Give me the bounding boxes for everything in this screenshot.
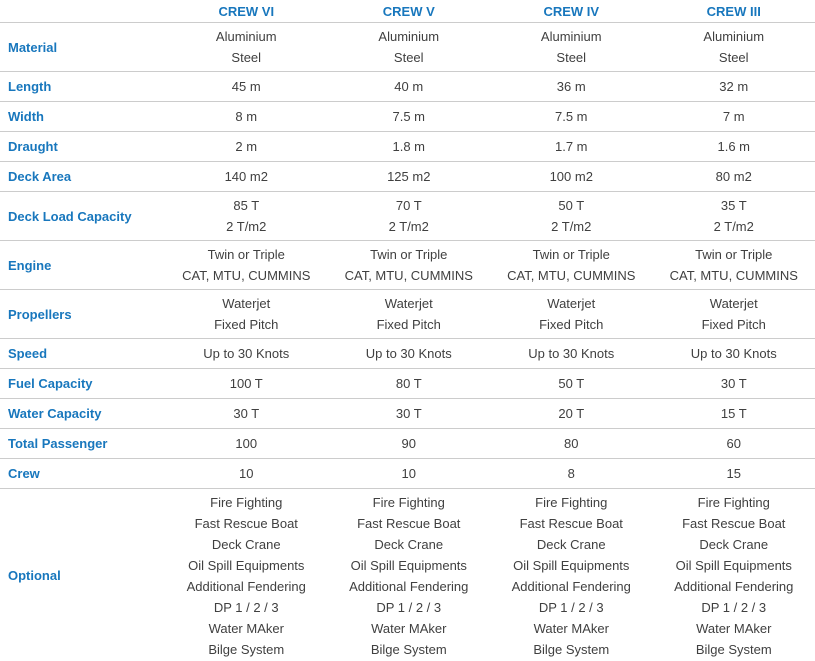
cell-line: Fixed Pitch [376, 317, 441, 332]
cell-line: Twin or Triple [370, 247, 448, 262]
cell-line: 10 [239, 466, 254, 481]
cell-line: 15 [726, 466, 741, 481]
cell-line: 100 T [229, 376, 263, 391]
cell-crew-crew-iii [653, 463, 815, 484]
cell-material-crew-v [328, 26, 491, 68]
spec-row-water-capacity [0, 399, 815, 429]
cell-line: Up to 30 Knots [203, 346, 290, 361]
cell-fuel-capacity-crew-vi [165, 373, 328, 394]
cell-line: Fixed Pitch [214, 317, 279, 332]
cell-speed-crew-iv [490, 343, 653, 364]
cell-line: 70 T [395, 198, 422, 213]
spec-row-deck-load-capacity [0, 192, 815, 241]
cell-line: 2 m [235, 139, 258, 154]
cell-propellers-crew-v [328, 293, 491, 335]
cell-line: Bilge System [370, 641, 447, 657]
cell-deck-load-capacity-crew-vi [165, 195, 328, 237]
cell-deck-area-crew-vi [165, 166, 328, 187]
cell-line: 2 T/m2 [388, 219, 429, 234]
cell-width-crew-v [328, 106, 491, 127]
cell-line: 36 m [556, 79, 586, 94]
cell-water-capacity-crew-iv [490, 403, 653, 424]
cell-line: Deck Crane [374, 536, 444, 552]
cell-width-crew-iii [653, 106, 815, 127]
column-header-crew-iii: CREW III [706, 3, 761, 19]
row-label-draught: Draught [8, 139, 58, 154]
cell-draught-crew-vi [165, 136, 328, 157]
cell-line: DP 1 / 2 / 3 [701, 599, 767, 615]
row-label-length: Length [8, 79, 52, 94]
spec-row-deck-area [0, 162, 815, 192]
cell-line: 80 [564, 436, 579, 451]
row-label-material: Material [8, 39, 58, 55]
cell-line: 60 [726, 436, 741, 451]
cell-line: 1.8 m [392, 139, 425, 154]
cell-width-crew-vi [165, 106, 328, 127]
cell-line: 80 m2 [715, 169, 752, 184]
cell-line: Additional Fendering [186, 578, 306, 594]
cell-line: Aluminium [215, 29, 277, 44]
cell-fuel-capacity-crew-iii [653, 373, 815, 394]
cell-line: 2 T/m2 [551, 219, 592, 234]
cell-line: 2 T/m2 [713, 219, 754, 234]
cell-line: Fast Rescue Boat [682, 515, 786, 531]
cell-line: Steel [393, 50, 424, 65]
cell-line: 35 T [720, 198, 747, 213]
cell-engine-crew-vi [165, 244, 328, 286]
cell-crew-crew-vi [165, 463, 328, 484]
spec-row-material [0, 23, 815, 72]
cell-line: Fire Fighting [372, 494, 445, 510]
cell-material-crew-iv [490, 26, 653, 68]
cell-line: Oil Spill Equipments [350, 557, 467, 573]
cell-line: Fixed Pitch [539, 317, 604, 332]
cell-line: 8 [567, 466, 575, 481]
cell-draught-crew-v [328, 136, 491, 157]
cell-line: 40 m [394, 79, 424, 94]
cell-length-crew-iv [490, 76, 653, 97]
cell-fuel-capacity-crew-v [328, 373, 491, 394]
cell-line: Up to 30 Knots [528, 346, 615, 361]
cell-line: 125 m2 [387, 169, 431, 184]
cell-material-crew-vi [165, 26, 328, 68]
spec-row-crew [0, 459, 815, 489]
cell-line: Fast Rescue Boat [194, 515, 298, 531]
row-label-deck-load-capacity: Deck Load Capacity [8, 208, 132, 224]
cell-line: Waterjet [547, 296, 596, 311]
cell-line: 30 T [395, 406, 422, 421]
cell-line: 80 T [395, 376, 422, 391]
cell-deck-load-capacity-crew-v [328, 195, 491, 237]
cell-deck-area-crew-iii [653, 166, 815, 187]
cell-propellers-crew-iv [490, 293, 653, 335]
cell-line: Bilge System [208, 641, 285, 657]
header-row [0, 0, 815, 23]
row-label-speed: Speed [8, 346, 48, 361]
cell-line: 45 m [231, 79, 261, 94]
spec-table-body [0, 23, 815, 661]
cell-line: 8 m [235, 109, 258, 124]
cell-propellers-crew-vi [165, 293, 328, 335]
cell-water-capacity-crew-v [328, 403, 491, 424]
cell-line: Up to 30 Knots [365, 346, 452, 361]
cell-material-crew-iii [653, 26, 815, 68]
cell-line: Fast Rescue Boat [519, 515, 623, 531]
cell-line: Twin or Triple [695, 247, 773, 262]
cell-total-passenger-crew-iii [653, 433, 815, 454]
cell-line: Up to 30 Knots [690, 346, 777, 361]
cell-crew-crew-iv [490, 463, 653, 484]
cell-line: Twin or Triple [532, 247, 610, 262]
cell-line: Waterjet [709, 296, 758, 311]
cell-line: Fixed Pitch [701, 317, 766, 332]
cell-optional-crew-iii [653, 492, 815, 660]
cell-line: Twin or Triple [207, 247, 285, 262]
cell-line: CAT, MTU, CUMMINS [507, 268, 636, 283]
cell-engine-crew-iv [490, 244, 653, 286]
cell-line: Steel [718, 50, 749, 65]
cell-line: 7.5 m [392, 109, 425, 124]
spec-row-propellers [0, 290, 815, 339]
row-label-deck-area: Deck Area [8, 169, 72, 184]
cell-total-passenger-crew-iv [490, 433, 653, 454]
cell-line: 30 T [233, 406, 260, 421]
cell-total-passenger-crew-vi [165, 433, 328, 454]
cell-line: 32 m [719, 79, 749, 94]
cell-line: Deck Crane [211, 536, 281, 552]
column-header-crew-iv: CREW IV [543, 3, 600, 19]
spec-row-speed [0, 339, 815, 369]
cell-line: 100 [235, 436, 258, 451]
row-label-fuel-capacity: Fuel Capacity [8, 376, 93, 391]
cell-line: DP 1 / 2 / 3 [213, 599, 279, 615]
cell-length-crew-vi [165, 76, 328, 97]
column-header-crew-vi: CREW VI [218, 3, 275, 19]
cell-line: Waterjet [222, 296, 271, 311]
cell-water-capacity-crew-iii [653, 403, 815, 424]
cell-line: Steel [556, 50, 587, 65]
cell-line: Additional Fendering [674, 578, 794, 594]
column-header-crew-v: CREW V [382, 3, 435, 19]
cell-propellers-crew-iii [653, 293, 815, 335]
cell-line: Deck Crane [699, 536, 769, 552]
cell-line: Additional Fendering [511, 578, 631, 594]
cell-draught-crew-iv [490, 136, 653, 157]
cell-line: 1.6 m [717, 139, 750, 154]
cell-optional-crew-iv [490, 492, 653, 660]
cell-total-passenger-crew-v [328, 433, 491, 454]
cell-line: Aluminium [378, 29, 440, 44]
cell-line: CAT, MTU, CUMMINS [182, 268, 311, 283]
row-label-total-passenger: Total Passenger [8, 436, 108, 451]
cell-line: 90 [401, 436, 416, 451]
cell-optional-crew-vi [165, 492, 328, 660]
cell-line: Steel [231, 50, 262, 65]
spec-row-fuel-capacity [0, 369, 815, 399]
cell-line: CAT, MTU, CUMMINS [344, 268, 473, 283]
cell-line: 140 m2 [224, 169, 268, 184]
spec-row-draught [0, 132, 815, 162]
cell-line: 7.5 m [554, 109, 588, 124]
cell-line: DP 1 / 2 / 3 [538, 599, 604, 615]
cell-crew-crew-v [328, 463, 491, 484]
cell-deck-load-capacity-crew-iii [653, 195, 815, 237]
cell-speed-crew-v [328, 343, 491, 364]
cell-line: 50 T [558, 198, 585, 213]
cell-length-crew-v [328, 76, 491, 97]
cell-deck-load-capacity-crew-iv [490, 195, 653, 237]
cell-speed-crew-iii [653, 343, 815, 364]
spec-row-engine [0, 241, 815, 290]
cell-line: Fire Fighting [697, 494, 770, 510]
cell-line: 50 T [558, 376, 585, 391]
spec-row-width [0, 102, 815, 132]
spec-row-total-passenger [0, 429, 815, 459]
cell-line: 2 T/m2 [226, 219, 267, 234]
cell-engine-crew-iii [653, 244, 815, 286]
cell-line: 85 T [233, 198, 260, 213]
cell-length-crew-iii [653, 76, 815, 97]
cell-speed-crew-vi [165, 343, 328, 364]
cell-line: DP 1 / 2 / 3 [376, 599, 442, 615]
cell-line: Water MAker [696, 620, 772, 636]
cell-width-crew-iv [490, 106, 653, 127]
cell-line: Fire Fighting [210, 494, 283, 510]
cell-line: 100 m2 [549, 169, 593, 184]
row-label-engine: Engine [8, 257, 52, 273]
cell-line: Oil Spill Equipments [513, 557, 630, 573]
cell-line: Fire Fighting [535, 494, 608, 510]
cell-fuel-capacity-crew-iv [490, 373, 653, 394]
cell-line: 20 T [558, 406, 585, 421]
cell-line: 10 [401, 466, 416, 481]
cell-draught-crew-iii [653, 136, 815, 157]
cell-line: Additional Fendering [349, 578, 469, 594]
cell-water-capacity-crew-vi [165, 403, 328, 424]
cell-line: Waterjet [384, 296, 433, 311]
cell-line: Water MAker [533, 620, 609, 636]
cell-line: Deck Crane [536, 536, 606, 552]
cell-line: Oil Spill Equipments [188, 557, 305, 573]
row-label-width: Width [8, 109, 44, 124]
cell-optional-crew-v [328, 492, 491, 660]
spec-row-length [0, 72, 815, 102]
cell-deck-area-crew-v [328, 166, 491, 187]
cell-engine-crew-v [328, 244, 491, 286]
cell-line: Bilge System [533, 641, 610, 657]
cell-line: Water MAker [208, 620, 284, 636]
cell-line: 7 m [722, 109, 745, 124]
cell-line: 15 T [720, 406, 747, 421]
row-label-crew: Crew [8, 466, 40, 481]
cell-line: 1.7 m [554, 139, 588, 154]
row-label-optional: Optional [8, 568, 61, 583]
cell-line: Bilge System [695, 641, 772, 657]
cell-line: Water MAker [371, 620, 447, 636]
cell-line: 30 T [720, 376, 747, 391]
spec-row-optional [0, 489, 815, 661]
cell-line: Oil Spill Equipments [675, 557, 792, 573]
cell-line: CAT, MTU, CUMMINS [669, 268, 798, 283]
cell-line: Aluminium [540, 29, 602, 44]
row-label-propellers: Propellers [8, 306, 72, 322]
cell-line: Aluminium [703, 29, 765, 44]
cell-line: Fast Rescue Boat [357, 515, 461, 531]
row-label-water-capacity: Water Capacity [8, 406, 102, 421]
cell-deck-area-crew-iv [490, 166, 653, 187]
